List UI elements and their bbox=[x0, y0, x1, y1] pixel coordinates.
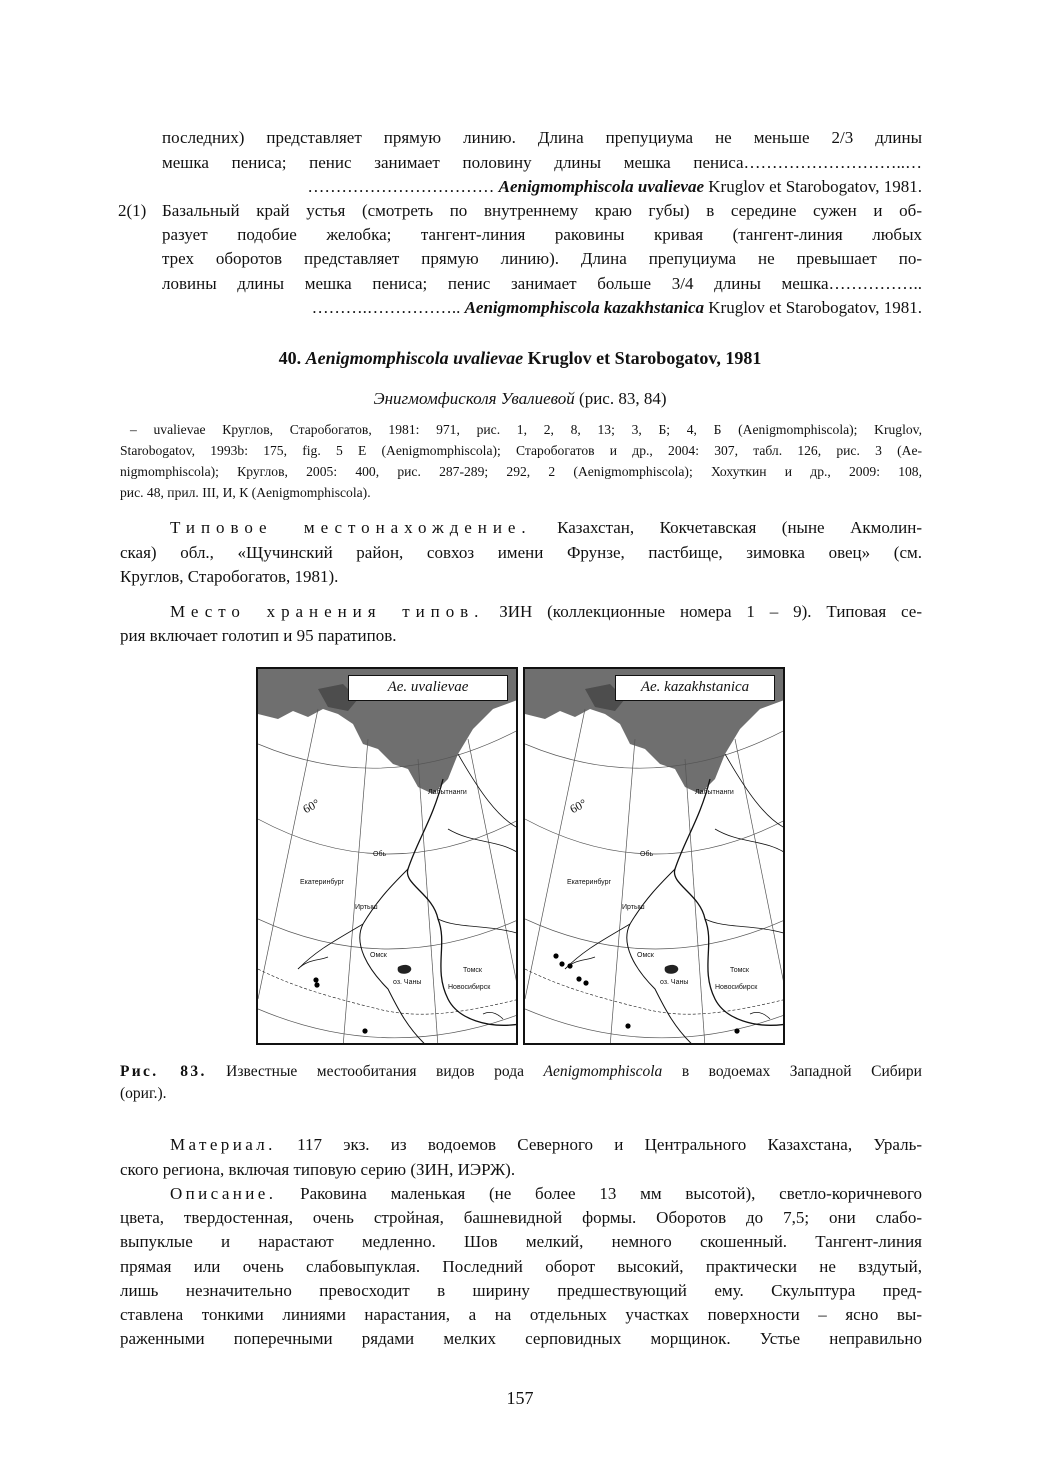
map-panel-uvalievae bbox=[256, 667, 518, 1045]
meridian-line bbox=[685, 759, 705, 1045]
locality-dot bbox=[559, 961, 564, 966]
map-label-chany: оз. Чаны bbox=[393, 979, 422, 986]
map-label-ekaterinburg: Екатеринбург bbox=[567, 879, 612, 886]
key-line: трех оборотов представляет прямую линию). Длина препуциума не превышает по- bbox=[162, 249, 922, 268]
key-number: 2(1) bbox=[118, 201, 147, 220]
map-label-chany: оз. Чаны bbox=[660, 979, 689, 986]
state-border bbox=[525, 969, 785, 1014]
synonymy-line: – uvalievae Круглов, Старобогатов, 1981: 971, рис. 1, 2, 8, 13; 3, Б; 4, Б (Aenigmomphiscola); Kruglov, bbox=[130, 422, 922, 437]
map-label-tomsk: Томск bbox=[730, 967, 749, 974]
locality-dot bbox=[553, 953, 558, 958]
map-label-novosibirsk: Новосибирск bbox=[448, 984, 491, 991]
locality-dot bbox=[314, 982, 319, 987]
key-line: ……….…………….. Aenigmomphiscola kazakhstanica Kruglov et Starobogatov, 1981. bbox=[311, 298, 922, 317]
river-tributary bbox=[458, 754, 518, 829]
type-locality: Типовое местонахождение. Казахстан, Кокчетавская (ныне Акмолин- bbox=[170, 518, 923, 537]
map-label-omsk: Омск bbox=[370, 952, 387, 959]
key-line: последних) представляет прямую линию. Длина препуциума не меньше 2/3 длины bbox=[162, 128, 922, 147]
locality-dot bbox=[576, 976, 581, 981]
river-tributary bbox=[438, 919, 518, 934]
latitude-label: 60° bbox=[300, 795, 322, 817]
description-line: раженными поперечными рядами мелких серповидных морщинок. Устье неправильно bbox=[120, 1329, 922, 1348]
figure-caption: Рис. 83. Известные местообитания видов рода Aenigmomphiscola в водоемах Западной Сибири bbox=[120, 1063, 922, 1080]
material-section: Материал. 117 экз. из водоемов Северного и Центрального Казахстана, Ураль- bbox=[170, 1135, 922, 1154]
species-name: Aenigmomphiscola uvalievae bbox=[498, 177, 705, 196]
type-depository-line: рия включает голотип и 95 паратипов. bbox=[120, 626, 397, 645]
river-tributary bbox=[483, 1012, 503, 1019]
synonymy-line: рис. 48, прил. III, И, К (Aenigmomphiscola). bbox=[120, 485, 371, 500]
map-label-tomsk: Томск bbox=[463, 967, 482, 974]
map-label-labytnangi: Лабытнанги bbox=[428, 789, 467, 796]
locality-dot bbox=[362, 1028, 367, 1033]
description-line: ставлена тонкими линиями нарастания, а на отдельных участках поверхности – ясно вы- bbox=[120, 1305, 922, 1324]
page-number: 157 bbox=[506, 1388, 534, 1408]
parallel-line bbox=[258, 919, 518, 949]
map-label-novosibirsk: Новосибирск bbox=[715, 984, 758, 991]
state-border bbox=[258, 969, 518, 1014]
key-line: разует подобие желобка; тангент-линия раковины кривая (тангент-линия любых bbox=[162, 225, 922, 244]
river-tributary bbox=[715, 829, 785, 854]
river-tributary bbox=[705, 919, 785, 934]
key-line: …………………………… Aenigmomphiscola uvalievae Kruglov et Starobogatov, 1981. bbox=[307, 177, 922, 196]
river-tributary bbox=[448, 829, 518, 854]
locality-dot bbox=[583, 980, 588, 985]
description-line: прямая или очень слабовыпуклая. Последний оборот высокий, практически не вздутый, bbox=[120, 1257, 922, 1276]
species-heading: 40. Aenigmomphiscola uvalievae Kruglov et Starobogatov, 1981 bbox=[278, 348, 762, 368]
lake-chany bbox=[398, 965, 412, 974]
parallel-line bbox=[525, 1009, 785, 1038]
meridian-line bbox=[418, 759, 438, 1045]
key-line: мешка пениса; пенис занимает половину длины мешка пениса………………………..… bbox=[162, 153, 922, 172]
material-line: ского региона, включая типовую серию (ЗИН, ИЭРЖ). bbox=[120, 1160, 516, 1179]
parallel-line bbox=[258, 819, 518, 854]
locality-dot bbox=[567, 963, 572, 968]
map-label-omsk: Омск bbox=[637, 952, 654, 959]
river-tributary bbox=[725, 754, 785, 829]
distribution-map-figure bbox=[256, 667, 785, 1045]
meridian-line bbox=[610, 739, 635, 1045]
panel-label: Ae. kazakhstanica bbox=[615, 675, 775, 701]
figure-caption-line: (ориг.). bbox=[120, 1085, 167, 1102]
locality-dot bbox=[625, 1023, 630, 1028]
lake bbox=[298, 957, 328, 969]
type-depository: Место хранения типов. ЗИН (коллекционные номера 1 – 9). Типовая се- bbox=[170, 602, 922, 621]
map-label-ob: Обь bbox=[373, 851, 387, 858]
description-line: лишь незначительно превосходит в ширину предшествующий ему. Скульптура пред- bbox=[120, 1281, 922, 1300]
meridian-line bbox=[343, 739, 368, 1045]
meridian-line bbox=[735, 739, 785, 999]
synonymy-line: nigmomphiscola); Круглов, 2005: 400, рис. 287-289; 292, 2 (Aenigmomphiscola); Хохуткин и др., 2009: 108, bbox=[120, 464, 922, 479]
species-name: Aenigmomphiscola kazakhstanica bbox=[464, 298, 705, 317]
river-tributary bbox=[750, 1012, 770, 1019]
locality-dot bbox=[313, 977, 318, 982]
map-panel-kazakhstanica bbox=[523, 667, 785, 1045]
description-section: Описание. Раковина маленькая (не более 13 мм высотой), светло-коричневого bbox=[170, 1184, 922, 1203]
map-label-ob: Обь bbox=[640, 851, 654, 858]
key-line: ловины длины мешка пениса; пенис занимает больше 3/4 длины мешка…………….. bbox=[162, 274, 922, 293]
locality-dot bbox=[734, 1028, 739, 1033]
parallel-line bbox=[525, 919, 785, 949]
map-label-ekaterinburg: Екатеринбург bbox=[300, 879, 345, 886]
lake-chany bbox=[665, 965, 679, 974]
key-line: Базальный край устья (смотреть по внутреннему краю губы) в середине сужен и об- bbox=[162, 201, 922, 220]
parallel-line bbox=[525, 819, 785, 854]
description-line: выпуклые и нарастают медленно. Шов мелкий, немного скошенный. Тангент-линия bbox=[120, 1232, 922, 1251]
type-locality-line: ская) обл., «Щучинский район, совхоз имени Фрунзе, пастбище, зимовка овец» (см. bbox=[120, 543, 922, 562]
meridian-line bbox=[468, 739, 518, 999]
synonymy-line: Starobogatov, 1993b: 175, fig. 5 E (Aenigmomphiscola); Старобогатов и др., 2004: 307, табл. 126, рис. 3 (Ae- bbox=[120, 443, 922, 458]
description-line: цвета, твердостенная, очень стройная, башневидной формы. Оборотов до 7,5; они слабо- bbox=[120, 1208, 922, 1227]
map-label-irtysh: Иртыш bbox=[355, 904, 378, 911]
meridian-line bbox=[258, 709, 318, 999]
parallel-line bbox=[258, 1009, 518, 1038]
map-label-labytnangi: Лабытнанги bbox=[695, 789, 734, 796]
latitude-label: 60° bbox=[567, 795, 589, 817]
panel-label: Ae. uvalievae bbox=[348, 675, 508, 701]
type-locality-line: Круглов, Старобогатов, 1981). bbox=[120, 567, 339, 586]
common-name: Энигмомфисколя Увалиевой (рис. 83, 84) bbox=[373, 389, 667, 408]
map-label-irtysh: Иртыш bbox=[622, 904, 645, 911]
